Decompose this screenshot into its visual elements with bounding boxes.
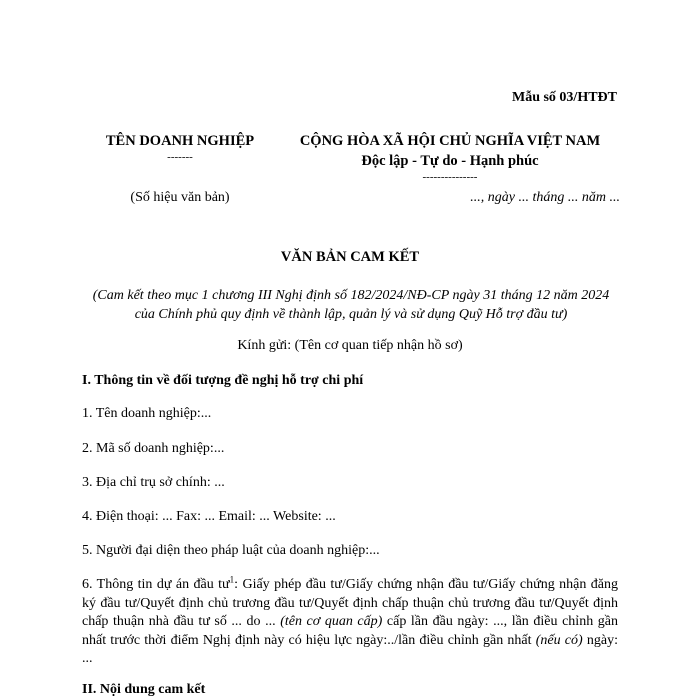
form-code: Mẫu số 03/HTĐT [511,90,617,105]
recipient-line: Kính gửi: (Tên cơ quan tiếp nhận hồ sơ) [237,338,463,353]
item-company-name: 1. Tên doanh nghiệp:... [82,406,212,421]
item-head-office-address: 3. Địa chỉ trụ sở chính: ... [82,475,225,490]
motto-divider: --------------- [422,171,478,183]
section-1-heading: I. Thông tin về đối tượng đề nghị hỗ trợ chi phí [82,373,364,388]
item-contact-info: 4. Điện thoại: ... Fax: ... Email: ... Website: ... [82,509,336,524]
item-6-italic-b: (nếu có) [535,632,583,648]
document-subtitle: (Cam kết theo mục 1 chương III Nghị định số 182/2024/NĐ-CP ngày 31 tháng 12 năm 2024 của Chính phủ quy định về thành lập, quản lý và sử dụng Quỹ Hỗ trợ đầu tư) [92,288,610,322]
item-6-text-b: cấp lần đầu ngày: ..., lần điều chỉnh gần nhất trước thời điểm Nghị định này có hiệu lực ngày:../lần điều chỉnh gần nhất [82,614,619,648]
document-title: VĂN BẢN CAM KẾT [280,249,420,265]
item-6-lead: 6. Thông tin dự án đầu tư [82,577,230,592]
item-6-text-a: : Giấy phép đầu tư/Giấy chứng nhận đầu tư/Giấy chứng nhận đăng ký đầu tư/Quyết định chủ trương đầu tư/Quyết định chấp thuận chủ trương đầu tư/Quyết định chấp thuận nhà đầu tư số ... do ... [82,577,618,629]
item-legal-representative: 5. Người đại diện theo pháp luật của doanh nghiệp:... [82,543,380,558]
national-header [280,131,620,183]
item-6-italic-a: (tên cơ quan cấp) [280,614,383,629]
date-line: ..., ngày ... tháng ... năm ... [470,190,620,205]
item-investment-project [82,576,618,669]
document-number: (Số hiệu văn bản) [130,190,230,205]
company-divider: ------- [167,151,193,163]
country-name: CỘNG HÒA XÃ HỘI CHỦ NGHĨA VIỆT NAM [299,133,601,149]
item-company-code: 2. Mã số doanh nghiệp:... [82,441,225,456]
item-6-text-c: ngày: ... [82,632,618,666]
section-2-heading: II. Nội dung cam kết [82,682,206,697]
footnote-marker: 1 [229,574,235,585]
company-name: TÊN DOANH NGHIỆP [105,133,255,149]
national-motto: Độc lập - Tự do - Hạnh phúc [361,153,539,169]
company-header [80,131,280,163]
